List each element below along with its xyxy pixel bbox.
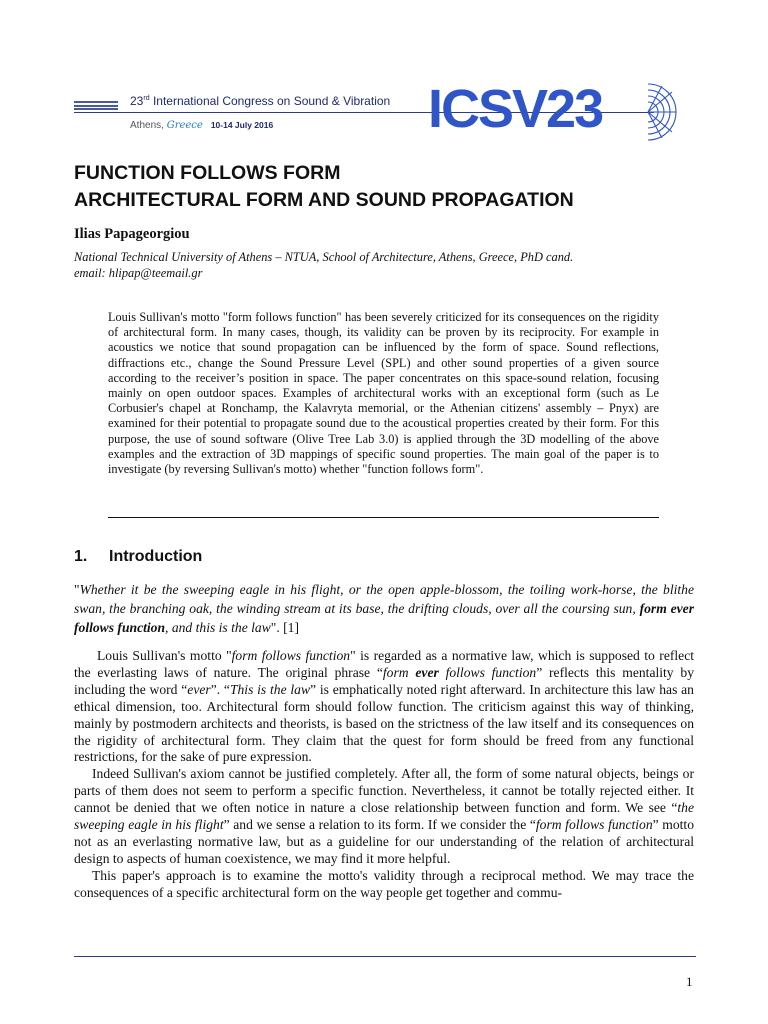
paragraph: Louis Sullivan's motto "form follows function" is regarded as a normative law, which is supposed to reflect the everlasting laws of nature. The original phrase “form ever follows function” reflects this mentality by including the word “ever”. “This is the law” is emphatically noted right afterward. In architecture this law has an ethical dimension, too. Architectural form should follow function. The criticism against this way of thinking, mainly by postmodern architects and theorists, is based on the strictness of the law itself and its consequences on the rigidity of architectural form. They claim that the quest for form should be freed from any functional restrictions, for the sake of pure expression. (74, 648, 695, 765)
paragraph: This paper's approach is to examine the motto's validity through a reciprocal method. We may trace the consequences of a specific architectural form on the way people get together and commu- (74, 867, 694, 900)
section-heading: 1. Introduction (74, 548, 203, 565)
epigraph-quote: "Whether it be the sweeping eagle in his flight, or the open apple-blossom, the toiling work-horse, the blithe swan, the branching oak, the winding stream at its base, the drifting clouds, over all the coursing sun, form ever follows function, and this is the law". [1] (74, 582, 694, 635)
author-affiliation: National Technical University of Athens – NTUA, School of Architecture, Athens, Greece, PhD cand. email: hlipap@teemail.gr (74, 249, 674, 281)
header-stripes (74, 101, 118, 112)
abstract: Louis Sullivan's motto "form follows function" has been severely criticized for its consequences on the rigidity of architectural form. In many cases, though, its validity can be proven by its reciprocity. For example in acoustics we notice that sound propagation can be influenced by the form of space. Sound reflections, diffractions etc., change the Sound Pressure Level (SPL) and other sound properties of a given source according to the receiver’s position in space. The paper concentrates on this space-sound relation, focusing mainly on open outdoor spaces. Examples of architectural works with an exceptional form (such as Le Corbusier's chapel at Ronchamp, the Kalavryta memorial, or the Athenian citizens' assembly – Pnyx) are examined for their potential to propagate sound due to the acoustical properties created by their form. For this purpose, the use of sound software (Olive Tree Lab 3.0) is applied through the 3D modelling of the above examples and the extraction of 3D mappings of specific sound properties. The main goal of the paper is to investigate (by reversing Sullivan's motto) whether "function follows form". (108, 310, 659, 477)
conference-dates: 10-14 July 2016 (210, 120, 274, 130)
paragraph: Indeed Sullivan's axiom cannot be justified completely. After all, the form of some natural objects, beings or parts of them does not seem to perform a specific function. Nevertheless, it cannot be totally rejected either. It cannot be denied that we often notice in nature a close relationship between function and form. We see “the sweeping eagle in his flight” and we sense a relation to its form. If we consider the “form follows function” motto not as an everlasting normative law, but as a guideline for our understanding of the relation of architectural design to aspects of human coexistence, we may find it more helpful. (74, 766, 694, 866)
paper-title: FUNCTION FOLLOWS FORM ARCHITECTURAL FORM AND SOUND PROPAGATION (74, 162, 574, 211)
conference-name: 23rd International Congress on Sound & Vibration (130, 94, 391, 108)
page-number: 1 (686, 974, 693, 989)
abstract-divider (108, 517, 659, 518)
country-label: Greece (166, 120, 203, 131)
footer-rule (74, 956, 696, 957)
conference-location: Athens, Greece 10-14 July 2016 (130, 120, 274, 131)
logo-emblem-icon (644, 80, 700, 144)
author-email: email: hlipap@teemail.gr (74, 266, 203, 280)
body-text (74, 648, 694, 902)
author-name: Ilias Papageorgiou (74, 226, 190, 242)
conference-logo: ICSV23 (428, 79, 603, 139)
